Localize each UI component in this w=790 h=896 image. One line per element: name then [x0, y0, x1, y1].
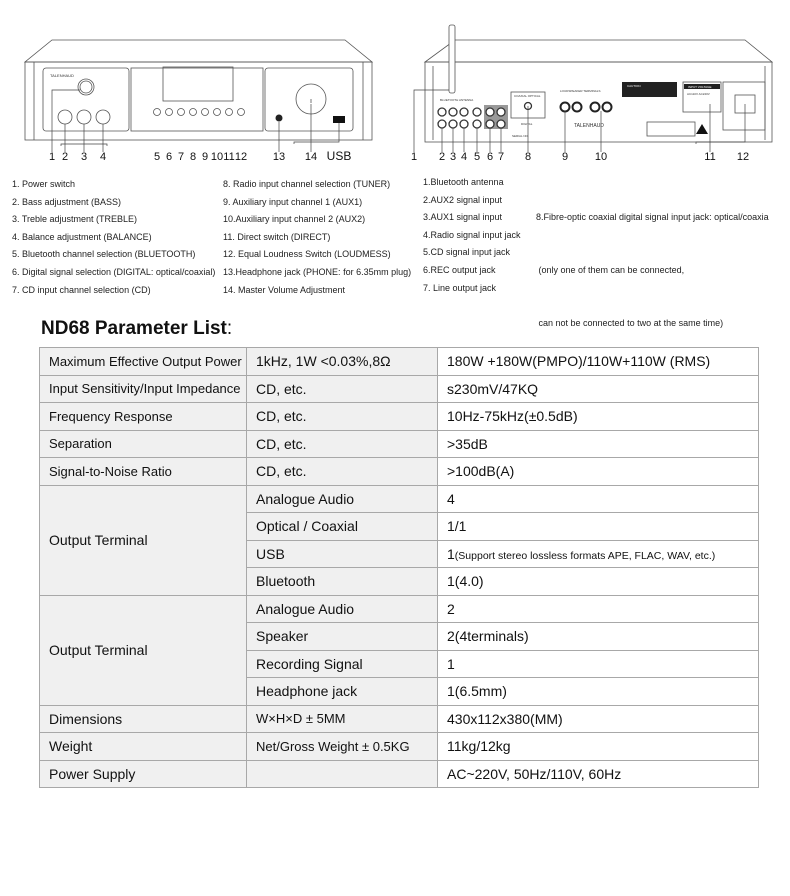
- svg-text:BLUETOOTH ANTENNA: BLUETOOTH ANTENNA: [440, 98, 474, 102]
- treble-knob: [77, 110, 91, 124]
- power-input-box: [723, 82, 765, 130]
- front-chassis-top: [25, 40, 372, 62]
- front-legend-item: 6. Digital signal selection (DIGITAL: optical/coaxial): [12, 266, 216, 277]
- svg-text:9: 9: [561, 151, 569, 163]
- svg-text:4: 4: [99, 151, 107, 163]
- speaker-terminals: [561, 103, 612, 112]
- front-legend-item: 9. Auxiliary input channel 1 (AUX1): [223, 196, 363, 207]
- front-legend-item: 14. Master Volume Adjustment: [223, 284, 346, 295]
- table-row: [40, 760, 759, 788]
- condition-cell: CD, etc.: [247, 375, 438, 403]
- value-cell: 2: [438, 595, 759, 623]
- param-cell: Dimensions: [40, 705, 247, 733]
- svg-text:8: 8: [189, 151, 197, 163]
- front-legend-item: 2. Bass adjustment (BASS): [12, 196, 122, 207]
- condition-cell: CD, etc.: [247, 403, 438, 431]
- condition-cell: Optical / Coaxial: [247, 513, 438, 541]
- svg-text:7: 7: [177, 151, 185, 163]
- svg-text:LOUDSPEAKER TERMINALS: LOUDSPEAKER TERMINALS: [560, 89, 601, 93]
- front-legend-item: 13.Headphone jack (PHONE: for 6.35mm plug): [223, 266, 412, 277]
- svg-text:3: 3: [80, 151, 88, 163]
- value-cell: 2(4terminals): [438, 623, 759, 651]
- rear-chassis-top: [425, 40, 772, 62]
- value-cell: 11kg/12kg: [438, 733, 759, 761]
- table-row: [40, 458, 759, 486]
- condition-cell: Net/Gross Weight ± 0.5KG: [247, 733, 438, 761]
- svg-text:1: 1: [48, 151, 56, 163]
- value-cell: AC~220V, 50Hz/110V, 60Hz: [438, 760, 759, 788]
- svg-text:SERIAL NO.: SERIAL NO.: [512, 134, 529, 138]
- front-brand-text: TALENHAUD: [50, 73, 74, 78]
- table-row: [40, 348, 759, 376]
- svg-text:13: 13: [272, 151, 286, 163]
- svg-text:DIGITAL: DIGITAL: [521, 122, 533, 126]
- value-note: (Support stereo lossless formats APE, FLAC, WAV, etc.): [454, 549, 716, 562]
- bluetooth-antenna: [449, 25, 455, 93]
- rear-legend-item: 5.CD signal input jack: [423, 247, 511, 258]
- rear-legend-item: 1.Bluetooth antenna: [423, 177, 504, 187]
- warning-triangle-icon: [696, 124, 708, 134]
- table-row: [40, 375, 759, 403]
- svg-text:14: 14: [304, 151, 318, 163]
- svg-text:6: 6: [486, 151, 494, 163]
- condition-cell: [247, 760, 438, 788]
- param-cell-output-terminal: Output Terminal: [40, 485, 247, 595]
- rear-legend-item: 2.AUX2 signal input: [423, 194, 503, 205]
- value-cell: >100dB(A): [438, 458, 759, 486]
- svg-text:12: 12: [736, 151, 750, 163]
- svg-text:2: 2: [61, 151, 69, 163]
- parameter-table: [39, 347, 759, 788]
- value-cell: 430x112x380(MM): [438, 705, 759, 733]
- front-legend-item: 4. Balance adjustment (BALANCE): [12, 231, 152, 242]
- param-cell-output-terminal: Output Terminal: [40, 595, 247, 705]
- table-row: [40, 430, 759, 458]
- condition-cell: W×H×D ± 5MM: [247, 705, 438, 733]
- svg-text:9: 9: [201, 151, 209, 163]
- display-window: [163, 67, 233, 101]
- condition-cell: Bluetooth: [247, 568, 438, 596]
- front-panel-diagram: [0, 0, 400, 170]
- rear-panel-diagram: [400, 0, 790, 170]
- value-cell: 1: [438, 650, 759, 678]
- front-legend-item: 12. Equal Loudness Switch (LOUDMESS): [223, 249, 391, 260]
- svg-text:CAUTION: CAUTION: [627, 84, 641, 88]
- svg-text:11: 11: [223, 151, 235, 163]
- svg-text:COAXIAL OPTICAL: COAXIAL OPTICAL: [514, 94, 541, 98]
- table-row: [40, 403, 759, 431]
- svg-text:4: 4: [460, 151, 468, 163]
- front-callouts: [49, 149, 351, 163]
- rear-legend-item: 8.Fibre-optic coaxial digital signal input jack: optical/coaxia: [536, 212, 769, 223]
- param-cell: Maximum Effective Output Power: [40, 348, 247, 376]
- front-legend-item: 10.Auxiliary input channel 2 (AUX2): [223, 214, 366, 225]
- svg-text:5: 5: [473, 151, 481, 163]
- rear-legend-left: [423, 174, 521, 297]
- svg-text:TALENHAUD: TALENHAUD: [574, 123, 604, 129]
- front-legend-left: [12, 176, 215, 299]
- usb-port: [333, 116, 345, 123]
- value-cell: 180W +180W(PMPO)/110W+110W (RMS): [438, 348, 759, 376]
- svg-text:11: 11: [704, 151, 716, 163]
- param-cell: Power Supply: [40, 760, 247, 788]
- condition-cell: USB: [247, 540, 438, 568]
- front-legend-item: 11. Direct switch (DIRECT): [223, 231, 331, 242]
- condition-cell: CD, etc.: [247, 458, 438, 486]
- param-cell: Separation: [40, 430, 247, 458]
- rear-legend-item: 3.AUX1 signal input: [423, 212, 503, 223]
- value-cell: 10Hz-75kHz(±0.5dB): [438, 403, 759, 431]
- value-cell: >35dB: [438, 430, 759, 458]
- svg-text:USB: USB: [326, 149, 352, 163]
- front-legend-right: [223, 176, 411, 299]
- table-row: [40, 595, 759, 623]
- rear-legend-item: can not be connected to two at the same time): [536, 317, 724, 328]
- condition-cell: CD, etc.: [247, 430, 438, 458]
- svg-text:7: 7: [497, 151, 505, 163]
- value-cell: 1(Support stereo lossless formats APE, FLAC, WAV, etc.): [438, 540, 759, 568]
- input-buttons: [154, 109, 245, 116]
- parameter-list-title: ND68 Parameter List:: [41, 318, 233, 339]
- svg-text:INPUT VOLTAGE: INPUT VOLTAGE: [688, 85, 712, 89]
- svg-text:2: 2: [438, 151, 446, 163]
- svg-text:5: 5: [153, 151, 161, 163]
- value-cell: s230mV/47KQ: [438, 375, 759, 403]
- param-cell: Weight: [40, 733, 247, 761]
- svg-text:6: 6: [165, 151, 173, 163]
- front-legend-item: 7. CD input channel selection (CD): [12, 284, 151, 295]
- svg-text:1: 1: [410, 151, 418, 163]
- front-legend-item: 5. Bluetooth channel selection (BLUETOOTH): [12, 249, 196, 260]
- rear-legend-item: 4.Radio signal input jack: [423, 229, 521, 240]
- condition-cell: Recording Signal: [247, 650, 438, 678]
- warning-label: [647, 122, 695, 136]
- svg-text:10: 10: [210, 151, 224, 163]
- svg-text:AC110V AC220V: AC110V AC220V: [687, 92, 710, 96]
- param-cell: Input Sensitivity/Input Impedance: [40, 375, 247, 403]
- svg-text:10: 10: [594, 151, 608, 163]
- bass-knob: [58, 110, 72, 124]
- param-cell: Frequency Response: [40, 403, 247, 431]
- front-legend-item: 1. Power switch: [12, 179, 76, 189]
- headphone-jack: [276, 115, 283, 122]
- front-center-panel: [131, 68, 263, 131]
- table-row: [40, 733, 759, 761]
- table-row: [40, 705, 759, 733]
- value-cell: 1(4.0): [438, 568, 759, 596]
- rear-legend-item: 6.REC output jack: [423, 264, 496, 275]
- rear-legend-item: (only one of them can be connected,: [536, 264, 685, 275]
- value-cell: 1/1: [438, 513, 759, 541]
- condition-cell: Headphone jack: [247, 678, 438, 706]
- front-legend-item: 3. Treble adjustment (TREBLE): [12, 214, 138, 225]
- value-cell: 4: [438, 485, 759, 513]
- value-cell: 1(6.5mm): [438, 678, 759, 706]
- condition-cell: 1kHz, 1W <0.03%,8Ω: [247, 348, 438, 376]
- svg-text:12: 12: [234, 151, 248, 163]
- rear-callouts: [411, 151, 749, 163]
- front-legend-item: 8. Radio input channel selection (TUNER): [223, 179, 391, 189]
- rear-legend-item: 7. Line output jack: [423, 282, 497, 293]
- condition-cell: Analogue Audio: [247, 485, 438, 513]
- svg-text:3: 3: [449, 151, 457, 163]
- table-row: [40, 485, 759, 513]
- condition-cell: Speaker: [247, 623, 438, 651]
- svg-text:8: 8: [524, 151, 532, 163]
- condition-cell: Analogue Audio: [247, 595, 438, 623]
- power-switch-knob: [78, 79, 94, 95]
- param-cell: Signal-to-Noise Ratio: [40, 458, 247, 486]
- balance-knob: [96, 110, 110, 124]
